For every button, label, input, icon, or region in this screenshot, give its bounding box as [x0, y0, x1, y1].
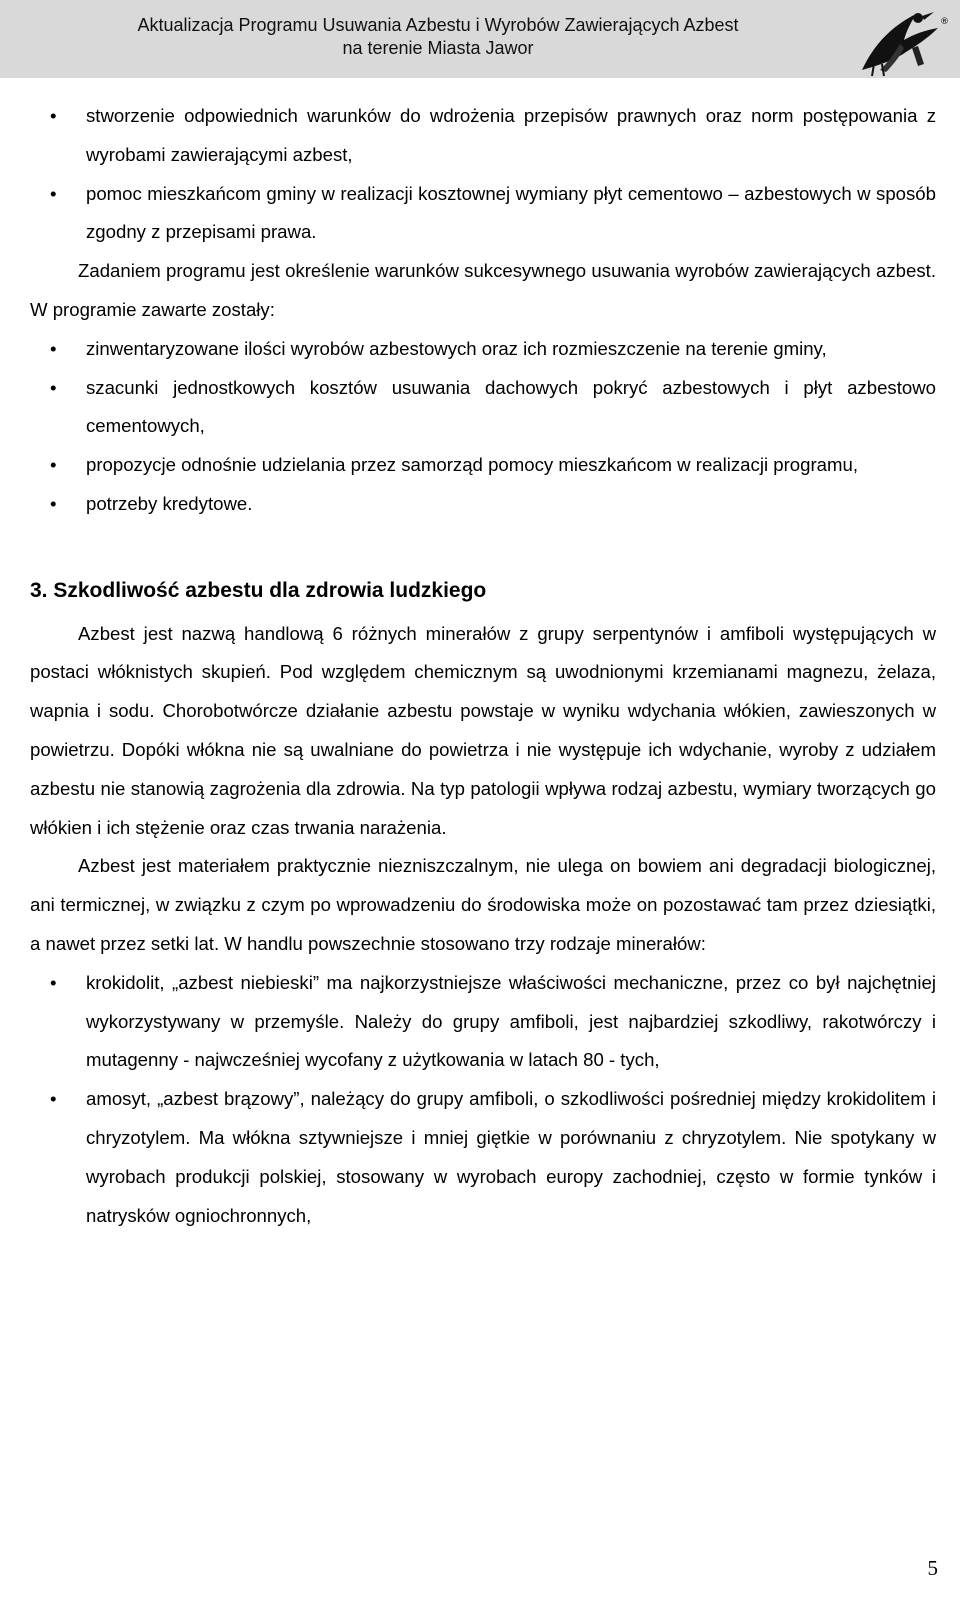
logo-registered-mark: ®: [940, 17, 949, 27]
page-header: [0, 0, 960, 78]
paragraph-program-task: Zadaniem programu jest określenie warunków sukcesywnego usuwania wyrobów zawierających azbest. W programie zawarte zostały:: [30, 260, 936, 320]
section-heading: 3. Szkodliwość azbestu dla zdrowia ludzkiego: [30, 578, 487, 602]
program-contents-list: [30, 330, 936, 524]
paragraph-asbestos-definition: Azbest jest nazwą handlową 6 różnych minerałów z grupy serpentynów i amfiboli występujących w postaci włóknistych skupień. Pod względem chemicznym są uwodnionymi krzemianami magnezu, żelaza, wapnia i sodu. Chorobotwórcze działanie azbestu powstaje w wyniku wdychania włókien, zawieszonych w powietrzu. Dopóki włókna nie są uwalniane do powietrza i nie występuje ich wdychanie, wyroby z udziałem azbestu nie stanowią zagrożenia dla zdrowia. Na typ patologii wpływa rodzaj azbestu, wymiary tworzących go włókien i ich stężenie oraz czas trwania narażenia.: [30, 622, 936, 838]
list-item: • pomoc mieszkańcom gminy w realizacji kosztownej wymiany płyt cementowo – azbestowych w sposób zgodny z przepisami prawa.: [50, 182, 936, 243]
list-item: • stworzenie odpowiednich warunków do wdrożenia przepisów prawnych oraz norm postępowania z wyrobami zawierającymi azbest,: [50, 105, 936, 165]
list-item: • propozycje odnośnie udzielania przez samorząd pomocy mieszkańcom w realizacji programu,: [50, 454, 858, 476]
goals-list: [30, 97, 936, 252]
list-item: • potrzeby kredytowe.: [50, 492, 253, 514]
document-body: [30, 97, 936, 1235]
header-title-line1: Aktualizacja Programu Usuwania Azbestu i Wyrobów Zawierających Azbest: [137, 15, 739, 35]
list-item: • krokidolit, „azbest niebieski” ma najkorzystniejsze właściwości mechaniczne, przez co był najchętniej wykorzystywany w przemyśle. Należy do grupy amfiboli, jest najbardziej szkodliwy, rakotwórczy i mutagenny - najwcześniej wycofany z użytkowania w latach 80 - tych,: [50, 971, 936, 1071]
bird-logo-icon: [854, 4, 954, 78]
page-number: 5: [927, 1556, 938, 1580]
header-title-line2: na terenie Miasta Jawor: [342, 38, 534, 58]
header-title: [78, 14, 798, 60]
minerals-list: [30, 964, 936, 1236]
list-item: • amosyt, „azbest brązowy”, należący do grupy amfiboli, o szkodliwości pośredniej między krokidolitem i chryzotylem. Ma włókna sztywniejsze i mniej giętkie w porównaniu z chryzotylem. Nie spotykany w wyrobach produkcji polskiej, stosowany w wyrobach europy zachodniej, często w formie tynków i natrysków ogniochronnych,: [50, 1088, 936, 1226]
list-item: • szacunki jednostkowych kosztów usuwania dachowych pokryć azbestowych i płyt azbestowo cementowych,: [50, 376, 936, 437]
paragraph-asbestos-durability: Azbest jest materiałem praktycznie niezniszczalnym, nie ulega on bowiem ani degradacji biologicznej, ani termicznej, w związku z czym po wprowadzeniu do środowiska może on pozostawać tam przez dziesiątki, a nawet przez setki lat. W handlu powszechnie stosowano trzy rodzaje minerałów:: [30, 855, 936, 954]
list-item: • zinwentaryzowane ilości wyrobów azbestowych oraz ich rozmieszczenie na terenie gminy,: [50, 337, 827, 359]
